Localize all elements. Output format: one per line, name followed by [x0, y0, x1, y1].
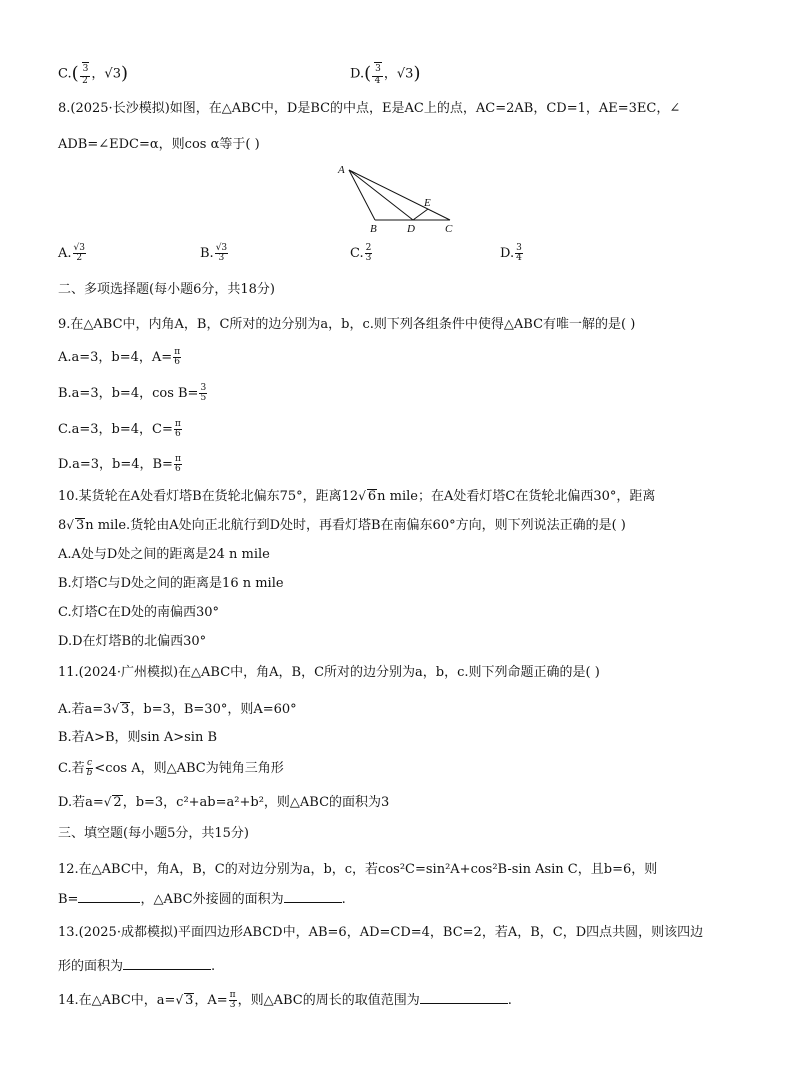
- q8-option-a: A. $\frac{√3}{2}$: [58, 243, 85, 263]
- figure-label-b: B: [370, 223, 377, 234]
- q8-stem-line2: ADB=∠EDC=α，则cos α等于( ): [58, 137, 260, 152]
- q10-stem-line1: 10.某货轮在A处看灯塔B在货轮北偏东75°，距离12√ 6n mile；在A处看灯塔C在货轮北偏西30°，距离: [58, 489, 656, 504]
- q8-stem-line1: 8.(2025·长沙模拟)如图，在△ABC中，D是BC的中点，E是AC上的点，AC=2AB，CD=1，AE=3EC，∠: [58, 101, 681, 116]
- q8-option-d: D. $\frac{3}{4}$: [500, 243, 522, 263]
- figure-label-a: A: [338, 164, 345, 176]
- q9-option-c: C.a=3，b=4，C= $\frac{\pi}{6}$: [58, 419, 181, 439]
- section-heading-multiple-choice: 二、多项选择题(每小题6分，共18分): [58, 282, 275, 297]
- q10-option-c: C.灯塔C在D处的南偏西30°: [58, 605, 220, 620]
- q11-option-a: A.若a=3√ 3，b=3，B=30°，则A=60°: [58, 702, 297, 717]
- q9-option-b: B.a=3，b=4，cos B= $\frac{3}{5}$: [58, 383, 207, 403]
- q12-stem-line2: B= ，△ABC外接圆的面积为 .: [58, 892, 346, 907]
- q12-answer-blank-1[interactable]: [78, 890, 140, 903]
- q9-option-a: A.a=3，b=4，A= $\frac{\pi}{6}$: [58, 347, 181, 367]
- q9-stem: 9.在△ABC中，内角A，B，C所对的边分别为a，b，c.则下列各组条件中使得△ABC有唯一解的是( ): [58, 317, 636, 332]
- q7-option-c: C.( $\frac{3}{2}$ ，√3): [58, 63, 128, 86]
- q14-answer-blank[interactable]: [420, 991, 508, 1004]
- q10-option-d: D.D在灯塔B的北偏西30°: [58, 634, 207, 649]
- figure-label-c: C: [445, 223, 453, 234]
- figure-label-d: D: [407, 223, 415, 234]
- q13-answer-blank[interactable]: [123, 957, 211, 970]
- q13-stem-line2: 形的面积为 .: [58, 959, 216, 974]
- q11-option-c: C.若 $\frac{c}{b}$ <cos A，则△ABC为钝角三角形: [58, 758, 284, 778]
- figure-label-e: E: [424, 197, 431, 209]
- q10-option-b: B.灯塔C与D处之间的距离是16 n mile: [58, 576, 284, 591]
- q11-option-b: B.若A>B，则sin A>sin B: [58, 730, 218, 745]
- q14-stem: 14.在△ABC中，a=√ 3，A= $\frac{\pi}{3}$ ，则△ABC的周长的取值范围为 .: [58, 990, 512, 1010]
- q12-stem-line1: 12.在△ABC中，角A，B，C的对边分别为a，b，c，若cos²C=sin²A+cos²B-sin Asin C，且b=6，则: [58, 862, 658, 877]
- section-heading-fill-in: 三、填空题(每小题5分，共15分): [58, 826, 249, 841]
- triangle-figure: [335, 162, 465, 234]
- q13-stem-line1: 13.(2025·成都模拟)平面四边形ABCD中，AB=6，AD=CD=4，BC=2，若A，B，C，D四点共圆，则该四边: [58, 925, 704, 940]
- q12-answer-blank-2[interactable]: [284, 890, 342, 903]
- q10-stem-line2: 8√ 3n mile.货轮由A处向正北航行到D处时，再看灯塔B在南偏东60°方向，则下列说法正确的是( ): [58, 518, 626, 533]
- q11-stem: 11.(2024·广州模拟)在△ABC中，角A，B，C所对的边分别为a，b，c.则下列命题正确的是( ): [58, 665, 600, 680]
- q11-option-d: D.若a=√ 2，b=3，c²+ab=a²+b²，则△ABC的面积为3: [58, 795, 390, 810]
- q10-option-a: A.A处与D处之间的距离是24 n mile: [58, 547, 270, 562]
- q8-option-b: B. $\frac{√3}{3}$: [200, 243, 228, 263]
- q9-option-d: D.a=3，b=4，B= $\frac{\pi}{6}$: [58, 454, 181, 474]
- q8-option-c: C. $\frac{2}{3}$: [350, 243, 372, 263]
- q7-option-d: D.( $\frac{3}{4}$ ，√3): [350, 63, 421, 86]
